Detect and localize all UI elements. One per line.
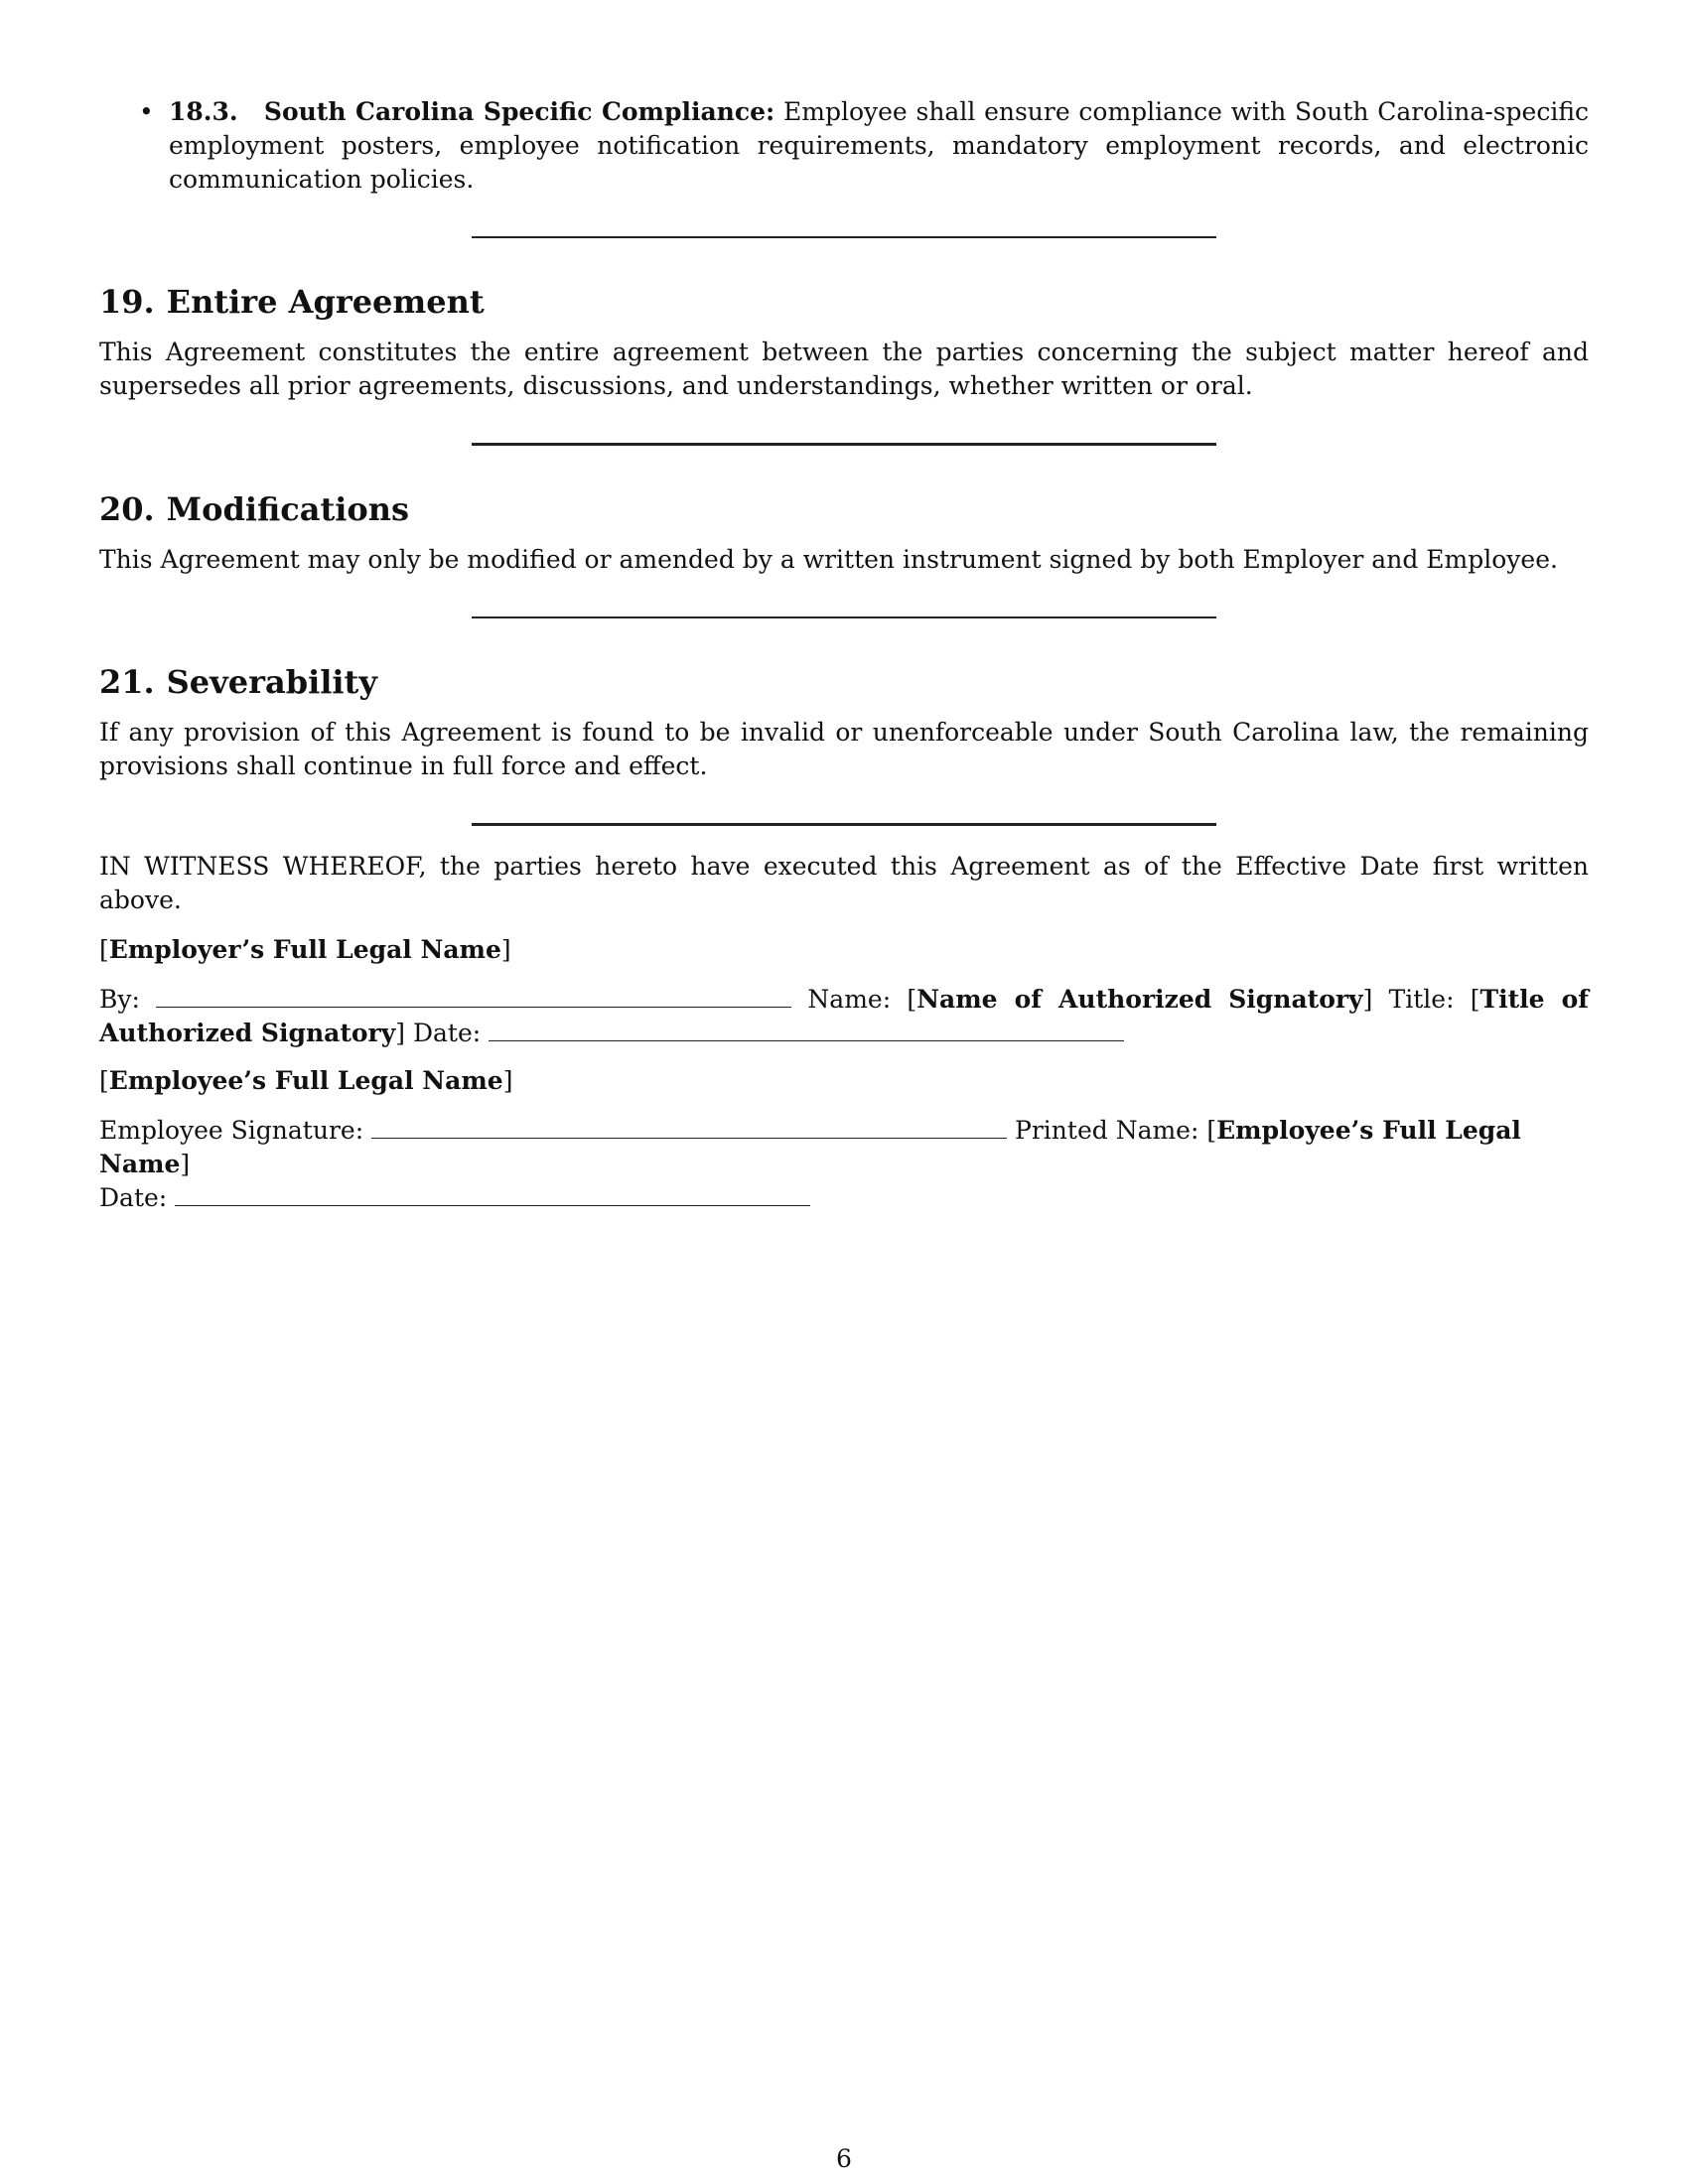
section-heading-19: 19. Entire Agreement xyxy=(99,283,485,321)
section-divider xyxy=(472,236,1216,238)
title-label: Title: xyxy=(1388,985,1455,1014)
employer-signature-field[interactable] xyxy=(156,985,791,1008)
employee-date-field[interactable] xyxy=(175,1183,810,1206)
name-label: Name: xyxy=(807,985,892,1014)
document-page xyxy=(99,95,1589,1215)
employee-signature-label: Employee Signature: xyxy=(99,1116,364,1145)
section-divider xyxy=(472,616,1216,618)
bullet-icon: • xyxy=(139,97,154,126)
signatory-placeholder: Name of Authorized Signatory xyxy=(916,985,1363,1014)
employee-signature-field[interactable] xyxy=(371,1116,1007,1139)
section-heading-20: 20. Modifications xyxy=(99,490,410,528)
section-heading-21: 21. Severability xyxy=(99,663,377,701)
title-placeholder: Title of Authorized Signatory xyxy=(99,985,1590,1047)
printed-name-label: Printed Name: xyxy=(1015,1116,1199,1145)
section-divider xyxy=(472,443,1216,446)
section-body-20: This Agreement may only be modified or amended by a written instrument signed by both Employer and Employee. xyxy=(99,545,1558,574)
list-item-18-3 xyxy=(99,95,1589,197)
employer-signature-line: By: Name: [Name of Authorized Signatory] Title: [Title of Authorized Signatory] Date: xyxy=(99,985,1590,1047)
printed-name-placeholder: Employee’s Full Legal Name xyxy=(99,1116,1521,1178)
date-label: Date: xyxy=(412,1019,482,1047)
employee-date-label: Date: xyxy=(99,1183,168,1212)
section-body-21: If any provision of this Agreement is found to be invalid or unenforceable under South Carolina law, the remaining provisions shall continue in full force and effect. xyxy=(99,718,1589,780)
page-number: 6 xyxy=(836,2144,852,2173)
employer-date-field[interactable] xyxy=(489,1019,1124,1041)
item-title: South Carolina Specific Compliance: xyxy=(263,97,775,126)
section-body-19: This Agreement constitutes the entire agreement between the parties concerning the subject matter hereof and supersedes all prior agreements, discussions, and understandings, whether written or oral. xyxy=(99,338,1589,400)
witness-statement: IN WITNESS WHEREOF, the parties hereto have executed this Agreement as of the Effective Date first written above. xyxy=(99,852,1589,914)
by-label: By: xyxy=(99,985,140,1014)
employee-signature-line: Employee Signature: Printed Name: [Employee’s Full Legal Name] Date: xyxy=(99,1116,1521,1212)
section-divider xyxy=(472,823,1216,826)
employee-name-placeholder: [Employee’s Full Legal Name] xyxy=(99,1066,513,1095)
employer-name-placeholder: [Employer’s Full Legal Name] xyxy=(99,935,511,964)
item-text: Employee shall ensure compliance with South Carolina-specific employment posters, employee notification requirements, mandatory employment records, and electronic communication policies. xyxy=(169,97,1590,194)
item-number: 18.3. xyxy=(169,97,238,126)
